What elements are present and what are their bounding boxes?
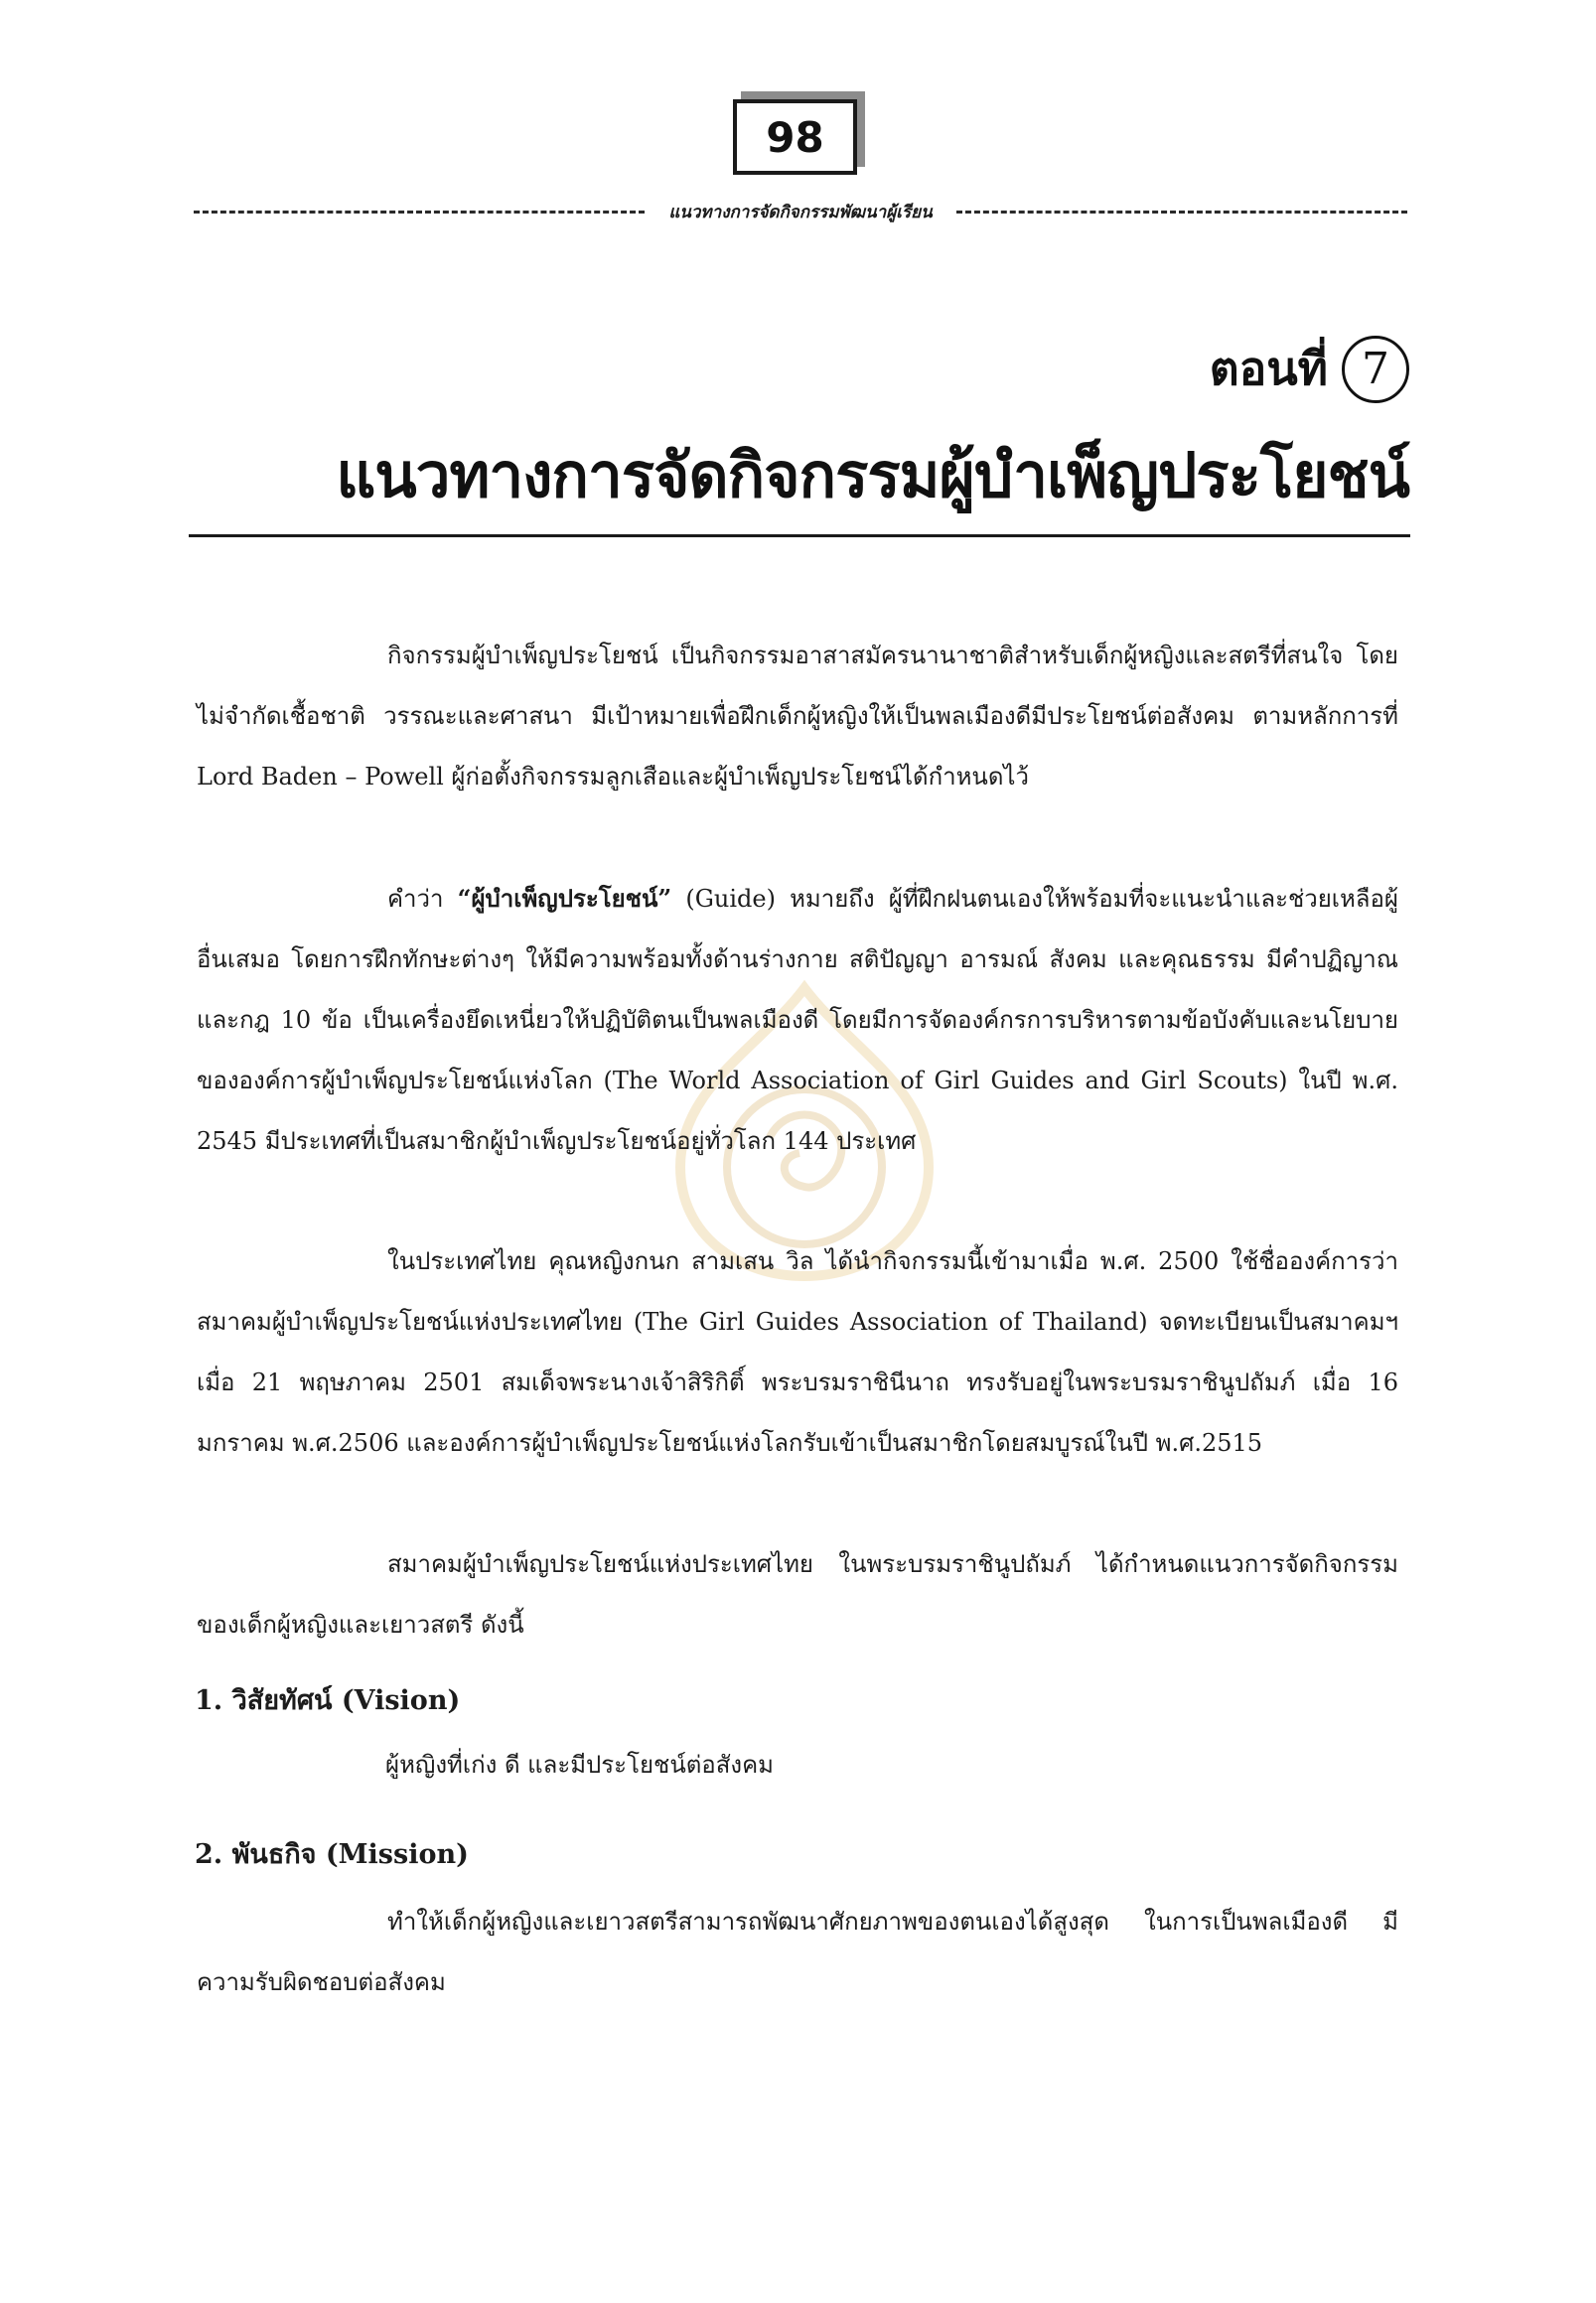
chapter-label-text: ตอนที่ (1209, 342, 1328, 395)
paragraph-1: กิจกรรมผู้บำเพ็ญประโยชน์ เป็นกิจกรรมอาสาสมัครนานาชาติสำหรับเด็กผู้หญิงและสตรีที่สนใจ โดยไม่จำกัดเชื้อชาติ วรรณะและศาสนา มีเป้าหมายเพื่อฝึกเด็กผู้หญิงให้เป็นพลเมืองดีมีประโยชน์ต่อสังคม ตามหลักการที่ Lord Baden – Powell ผู้ก่อตั้งกิจกรรมลูกเสือและผู้บำเพ็ญประโยชน์ได้กำหนดไว้ (197, 642, 1398, 791)
paragraph-2-term: “ผู้บำเพ็ญประโยชน์” (457, 884, 672, 913)
title-rule (189, 534, 1410, 537)
section-vision-heading: 1. วิสัยทัศน์ (Vision) (195, 1685, 461, 1716)
header-dash-left (194, 211, 645, 214)
chapter-title: แนวทางการจัดกิจกรรมผู้บำเพ็ญประโยชน์ (336, 439, 1409, 511)
chapter-label (1210, 333, 1409, 405)
running-title: แนวทางการจัดกิจกรรมพัฒนาผู้เรียน (668, 202, 933, 222)
page-number: 98 (733, 99, 857, 175)
section-mission-text: ทำให้เด็กผู้หญิงและเยาวสตรีสามารถพัฒนาศักยภาพของตนเองได้สูงสุด ในการเป็นพลเมืองดี มีความรับผิดชอบต่อสังคม (197, 1908, 1398, 1996)
running-header (194, 197, 1407, 226)
paragraph-3: ในประเทศไทย คุณหญิงกนก สามเสน วิล ได้นำกิจกรรมนี้เข้ามาเมื่อ พ.ศ. 2500 ใช้ชื่อองค์การว่าสมาคมผู้บำเพ็ญประโยชน์แห่งประเทศไทย (The Girl Guides Association of Thailand) จดทะเบียนเป็นสมาคมฯ เมื่อ 21 พฤษภาคม 2501 สมเด็จพระนางเจ้าสิริกิติ์ พระบรมราชินีนาถ ทรงรับอยู่ในพระบรมราชินูปถัมภ์ เมื่อ 16 มกราคม พ.ศ.2506 และองค์การผู้บำเพ็ญประโยชน์แห่งโลกรับเข้าเป็นสมาชิกโดยสมบูรณ์ในปี พ.ศ.2515 (197, 1247, 1398, 1457)
paragraph-2 (197, 868, 1398, 1172)
chapter-number: 7 (1342, 336, 1409, 403)
section-vision-text: ผู้หญิงที่เก่ง ดี และมีประโยชน์ต่อสังคม (385, 1751, 774, 1779)
header-dash-right (956, 211, 1407, 214)
section-mission-heading: 2. พันธกิจ (Mission) (195, 1839, 469, 1870)
paragraph-4: สมาคมผู้บำเพ็ญประโยชน์แห่งประเทศไทย ในพระบรมราชินูปถัมภ์ ได้กำหนดแนวการจัดกิจกรรมของเด็กผู้หญิงและเยาวสตรี ดังนี้ (197, 1550, 1398, 1639)
paragraph-2-rest: (Guide) หมายถึง ผู้ที่ฝึกฝนตนเองให้พร้อมที่จะแนะนำและช่วยเหลือผู้อื่นเสมอ โดยการฝึกทักษะต่างๆ ให้มีความพร้อมทั้งด้านร่างกาย สติปัญญา อารมณ์ สังคม และคุณธรรม มีคำปฏิญาณ และกฎ 10 ข้อ เป็นเครื่องยึดเหนี่ยวให้ปฏิบัติตนเป็นพลเมืองดี โดยมีการจัดองค์กรการบริหารตามข้อบังคับและนโยบายขององค์การผู้บำเพ็ญประโยชน์แห่งโลก (The World Association of Girl Guides and Girl Scouts) ในปี พ.ศ. 2545 มีประเทศที่เป็นสมาชิกผู้บำเพ็ญประโยชน์อยู่ทั่วโลก 144 ประเทศ (197, 885, 1398, 1155)
paragraph-2-prefix: คำว่า (387, 885, 458, 913)
